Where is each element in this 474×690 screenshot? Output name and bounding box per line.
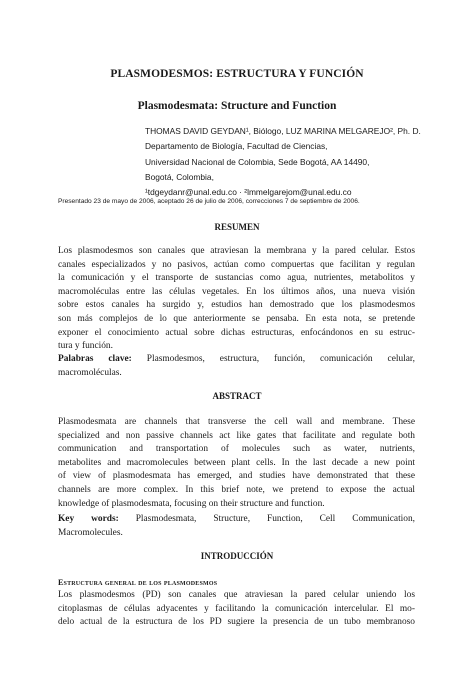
abstract-heading: ABSTRACT [212,391,262,401]
paragraph-line: channels are more complex. In this brief note, we pretend to expose the actual [58,484,415,495]
paragraph-line: exponer el conocimiento actual sobre dichas estructuras, enfocándonos en su estruc- [58,327,415,338]
paragraph-line: of view of plasmodesmata has emerged, and studies have demonstrated that these [58,471,415,482]
paragraph-line: knowledge of plasmodesmata, focusing on their structure and function. [58,498,325,509]
submission-dates: Presentado 23 de mayo de 2006, aceptado 26 de julio de 2006, correcciones 7 de septiembre de 2006. [58,198,360,205]
author-block [145,124,465,200]
paragraph-line: delo actual de la estructura de los PD sugiere la presencia de un tubo membranoso [58,617,415,628]
paragraph-line: sobre estos canales ha surgido y, estudios han demostrado que los plasmodesmos [58,300,415,311]
keywords-line [58,353,415,367]
paragraph-line: canales especializados y no pasivos, actúan como compuertas que facilitan y regulan [58,259,415,270]
section-subheading: Estructura general de los plasmodesmos [58,578,218,587]
introduccion-heading: INTRODUCCIÓN [200,551,274,561]
paragraph-line: la comunicación y el transporte de sustancias como agua, nutrientes, metabolitos y [58,273,415,284]
keywords-line [58,513,415,527]
paragraph-line: macromoléculas entre las células vegetales. En los últimos años, una nueva visión [58,286,415,297]
abstract-paragraph [58,416,415,511]
keywords-line: Macromolecules. [58,527,123,538]
key-words [58,513,415,540]
paragraph-line: communication and transportation of molecules such as water, nutrients, [58,444,415,455]
resumen-heading: RESUMEN [214,222,260,232]
paragraph-line: Los plasmodesmos son canales que atraviesan la membrana y la pared celular. Estos [58,246,415,256]
keywords-line: macromoléculas. [58,367,122,378]
paragraph-line: specialized and non passive channels act like gates that facilitate and regulate both [58,430,415,441]
author-email-line: ¹tdgeydanr@unal.edu.co · ²lmmelgarejom@unal.edu.co [145,187,352,198]
palabras-clave [58,353,415,380]
paragraph-line: tura y función. [58,341,113,352]
keywords-label: Key words: [58,514,119,524]
resumen-paragraph [58,245,415,354]
author-line: Universidad Nacional de Colombia, Sede Bogotá, AA 14490, [145,156,370,167]
keywords-text: Plasmodesmos, estructura, función, comunicación celular, [146,354,416,364]
paper-title: PLASMODESMOS: ESTRUCTURA Y FUNCIÓN [110,68,364,80]
keywords-text: Plasmodesmata, Structure, Function, Cell Communication, [135,514,415,524]
paragraph-line: metabolites and macromolecules between plant cells. In the last decade a new point [58,457,415,468]
author-line: Departamento de Biología, Facultad de Ciencias, [145,141,328,152]
paragraph-line: Los plasmodesmos (PD) son canales que atraviesan la pared celular uniendo los [58,590,415,600]
paragraph-line: Plasmodesmata are channels that transverse the cell wall and membrane. These [58,417,415,427]
keywords-label: Palabras clave: [58,354,132,364]
paper-subtitle: Plasmodesmata: Structure and Function [137,100,337,112]
author-line: Bogotá, Colombia, [145,171,214,182]
paragraph-line: son más complejos de lo que anteriormente se pensaba. En esta nota, se pretende [58,313,415,324]
paragraph-line: citoplasmas de células adyacentes y facilitando la comunicación intercelular. El mo- [58,603,415,614]
author-line: THOMAS DAVID GEYDAN¹, Biólogo, LUZ MARINA MELGAREJO², Ph. D. [145,126,421,136]
introduccion-paragraph [58,589,415,630]
